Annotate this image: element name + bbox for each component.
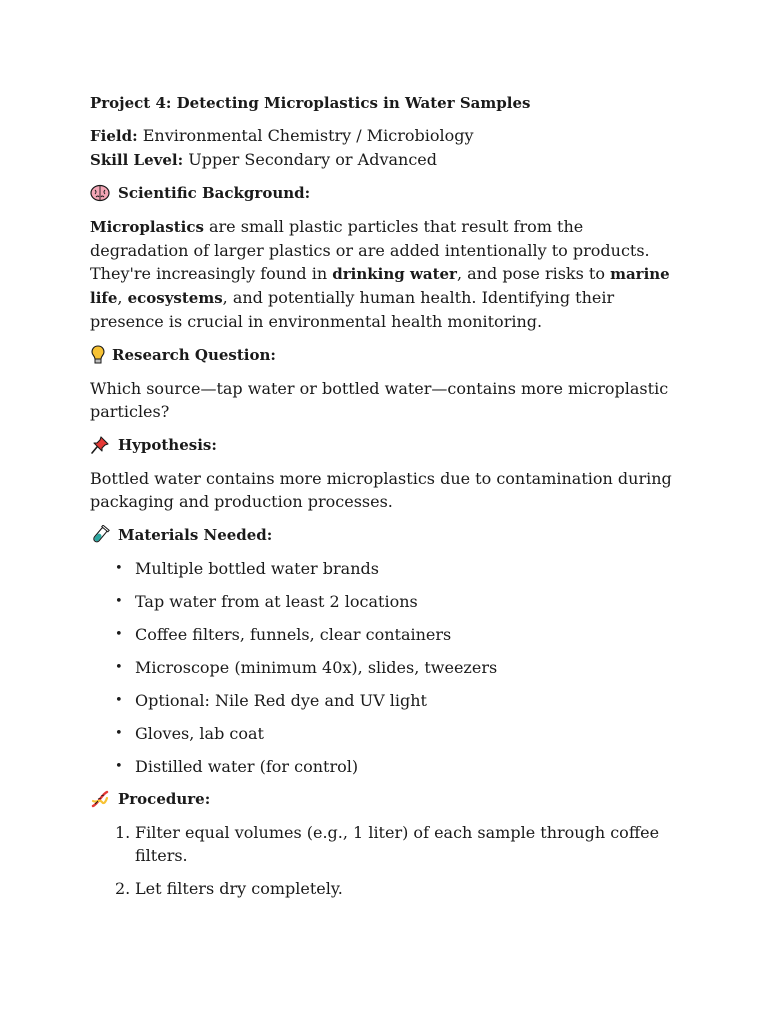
procedure-heading-text: Procedure: [118,790,211,808]
materials-heading [90,524,678,546]
background-text-1: are small plastic particles that result from the degradation of larger plastics or are added intentionally to products. They're increasingly found in [90,217,650,283]
question-heading [90,344,678,366]
hypothesis-heading [90,434,678,456]
project-meta [90,124,678,172]
question-heading-text: Research Question: [112,346,276,364]
brain-icon [90,183,110,203]
list-item: • Multiple bottled water brands [115,557,678,580]
procedure-list [90,821,678,900]
background-text-2: , and pose risks to [456,264,611,283]
term-drinking-water: drinking water [332,265,457,283]
skill-value: Upper Secondary or Advanced [188,150,438,169]
skill-label: Skill Level: [90,151,184,169]
materials-heading-text: Materials Needed: [118,526,273,544]
term-ecosystems: ecosystems [127,289,223,307]
list-item [115,821,678,867]
dna-icon [90,789,110,809]
hypothesis-paragraph: Bottled water contains more microplastics due to contamination during packaging and production processes. [90,469,672,511]
list-item [115,877,678,900]
term-marine-life: marine life [90,265,670,307]
step-number: 1. [115,823,131,842]
field-line [90,124,678,148]
step-text: Let filters dry completely. [135,879,343,898]
field-value: Environmental Chemistry / Microbiology [142,126,474,145]
list-item: • Distilled water (for control) [115,755,678,778]
lightbulb-icon [90,345,106,365]
step-text: Filter equal volumes (e.g., 1 liter) of each sample through coffee filters. [135,823,660,865]
list-item: • Optional: Nile Red dye and UV light [115,689,678,712]
background-heading-text: Scientific Background: [118,184,311,202]
test-tube-icon [90,525,110,545]
list-item: • Gloves, lab coat [115,722,678,745]
question-paragraph: Which source—tap water or bottled water—contains more microplastic particles? [90,379,669,421]
skill-line [90,148,678,172]
term-microplastics: Microplastics [90,218,204,236]
background-heading [90,182,678,204]
background-text-4: , and potentially human health. Identifying their presence is crucial in environmental health monitoring. [90,288,615,331]
background-paragraph [90,215,678,333]
list-item: • Coffee filters, funnels, clear containers [115,623,678,646]
pushpin-icon [90,435,110,455]
list-item: • Microscope (minimum 40x), slides, tweezers [115,656,678,679]
materials-list [90,557,678,778]
field-label: Field: [90,127,138,145]
hypothesis-heading-text: Hypothesis: [118,436,217,454]
list-item: • Tap water from at least 2 locations [115,590,678,613]
procedure-heading [90,788,678,810]
step-number: 2. [115,879,131,898]
document-title: Project 4: Detecting Microplastics in Water Samples [90,94,531,112]
background-text-3: , [117,288,128,307]
